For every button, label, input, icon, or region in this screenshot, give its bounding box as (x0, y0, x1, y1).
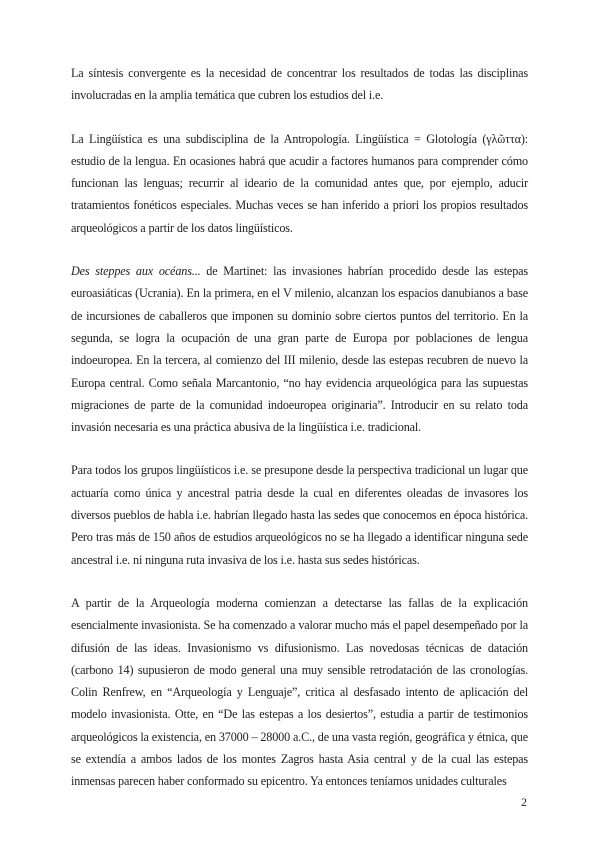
paragraph-homeland (71, 459, 528, 570)
paragraph-text: de Martinet: las invasiones habrían procedido desde las estepas euroasiáticas (Ucrania). En la primera, en el V milenio, alcanzan los espacios danubianos a base de incursiones de caballeros que imponen su dominio sobre ciertos puntos del territorio. En la segunda, se logra la ocupación de una gran parte de Europa por poblaciones de lengua indoeuropea. En la tercera, al comienzo del III milenio, desde las estepas recubren de nuevo la Europa central. Como señala Marcantonio, “no hay evidencia arqueológica para las supuestas migraciones de parte de la comunidad indoeuropea originaria”. Introducir en su relato toda invasión necesaria es una práctica abusiva de la lingüística i.e. tradicional. (71, 264, 528, 435)
paragraph-synthesis (71, 62, 528, 107)
paragraph-archaeology (71, 592, 528, 793)
paragraph-text: Para todos los grupos lingüísticos i.e. se presupone desde la perspectiva tradicional un lugar que actuaría como única y ancestral patria desde la cual en diferentes oleadas de invasores los diversos pueblos de habla i.e. habrían llegado hasta las sedes que conocemos en época histórica. Pero tras más de 150 años de estudios arqueológicos no se ha llegado a identificar ninguna sede ancestral i.e. ni ninguna ruta invasiva de los i.e. hasta sus sedes históricas. (71, 463, 528, 567)
paragraph-linguistics (71, 128, 528, 239)
paragraph-text: La Lingüística es una subdisciplina de la Antropología. Lingüística = Glotología (γλῶττα): estudio de la lengua. En ocasiones habrá que acudir a factores humanos para comprender cómo funcionan las lenguas; recurrir al ideario de la comunidad antes que, por ejemplo, aducir tratamientos fonéticos especiales. Muchas veces se han inferido a priori los propios resultados arqueológicos a partir de los datos lingüísticos. (71, 131, 528, 235)
paragraph-text: A partir de la Arqueología moderna comienzan a detectarse las fallas de la explicación esencialmente invasionista. Se ha comenzado a valorar mucho más el papel desempeñado por la difusión de las ideas. Invasionismo vs difusionismo. Las novedosas técnicas de datación (carbono 14) supusieron de modo general una muy sensible retrodatación de las cronologías. Colin Renfrew, en “Arqueología y Lenguaje”, critica al desfasado intento de aplicación del modelo invasionista. Otte, en “De las estepas a los desiertos”, estudia a partir de testimonios arqueológicos la existencia, en 37000 – 28000 a.C., de una vasta región, geográfica y étnica, que se extendía a ambos lados de los montes Zagros hasta Asia central y de la cual las estepas inmensas parecen haber conformado su epicentro. Ya entonces teníamos unidades culturales (71, 595, 528, 789)
page-number: 2 (521, 795, 527, 809)
paragraph-martinet (71, 260, 528, 438)
page-body (71, 62, 528, 814)
book-title: Des steppes aux océans... (71, 264, 201, 279)
paragraph-text: La síntesis convergente es la necesidad de concentrar los resultados de todas las disciplinas involucradas en la amplia temática que cubren los estudios del i.e. (71, 66, 528, 103)
